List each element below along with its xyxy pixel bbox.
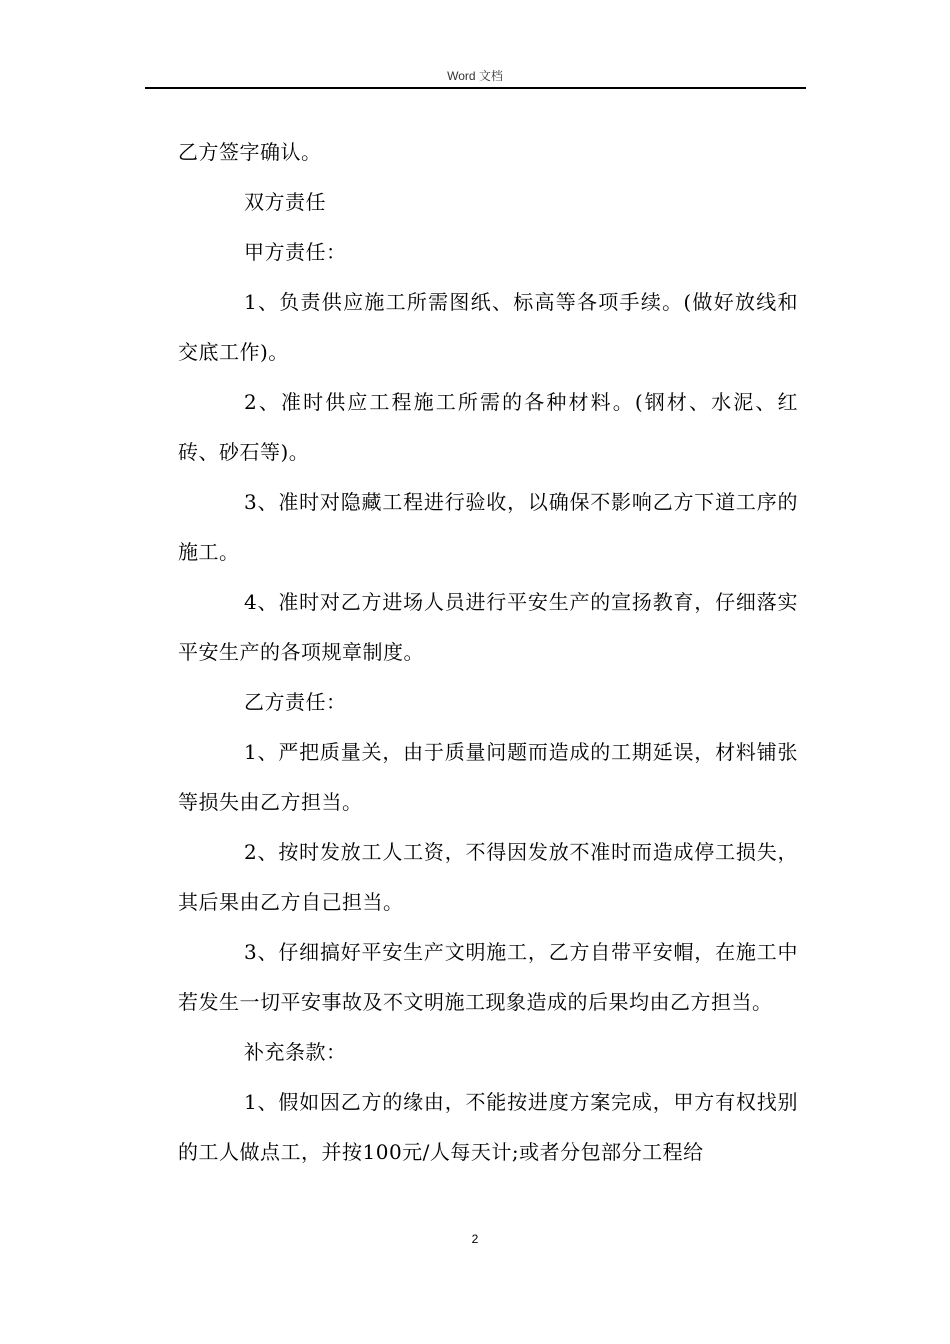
header-divider	[145, 87, 806, 89]
party-b-duty-2: 2、按时发放工人工资，不得因发放不准时而造成停工损失，其后果由乙方自己担当。	[178, 840, 798, 914]
supplementary-term-1: 1、假如因乙方的缘由，不能按进度方案完成，甲方有权找别的工人做点工，并按100元/人每天计;或者分包部分工程给	[178, 1090, 798, 1164]
paragraph-continuation: 乙方签字确认。	[178, 140, 322, 164]
party-a-duty-4: 4、准时对乙方进场人员进行平安生产的宣扬教育，仔细落实平安生产的各项规章制度。	[178, 590, 798, 664]
document-body	[178, 127, 798, 1177]
subheading-supplementary-terms: 补充条款：	[244, 1040, 347, 1064]
party-a-duty-3: 3、准时对隐藏工程进行验收，以确保不影响乙方下道工序的施工。	[178, 490, 798, 564]
subheading-party-b-duties: 乙方责任：	[244, 690, 347, 714]
page-header: Word 文档	[447, 69, 503, 83]
party-b-duty-3: 3、仔细搞好平安生产文明施工，乙方自带平安帽，在施工中若发生一切平安事故及不文明施工现象造成的后果均由乙方担当。	[178, 940, 798, 1014]
party-b-duty-1: 1、严把质量关，由于质量问题而造成的工期延误，材料铺张等损失由乙方担当。	[178, 740, 798, 814]
party-a-duty-2: 2、准时供应工程施工所需的各种材料。(钢材、水泥、红砖、砂石等)。	[178, 390, 798, 464]
page-number: 2	[471, 1232, 479, 1246]
party-a-duty-1: 1、负责供应施工所需图纸、标高等各项手续。(做好放线和交底工作)。	[178, 290, 798, 364]
section-heading-mutual-duties: 双方责任	[244, 190, 326, 214]
subheading-party-a-duties: 甲方责任：	[244, 240, 347, 264]
